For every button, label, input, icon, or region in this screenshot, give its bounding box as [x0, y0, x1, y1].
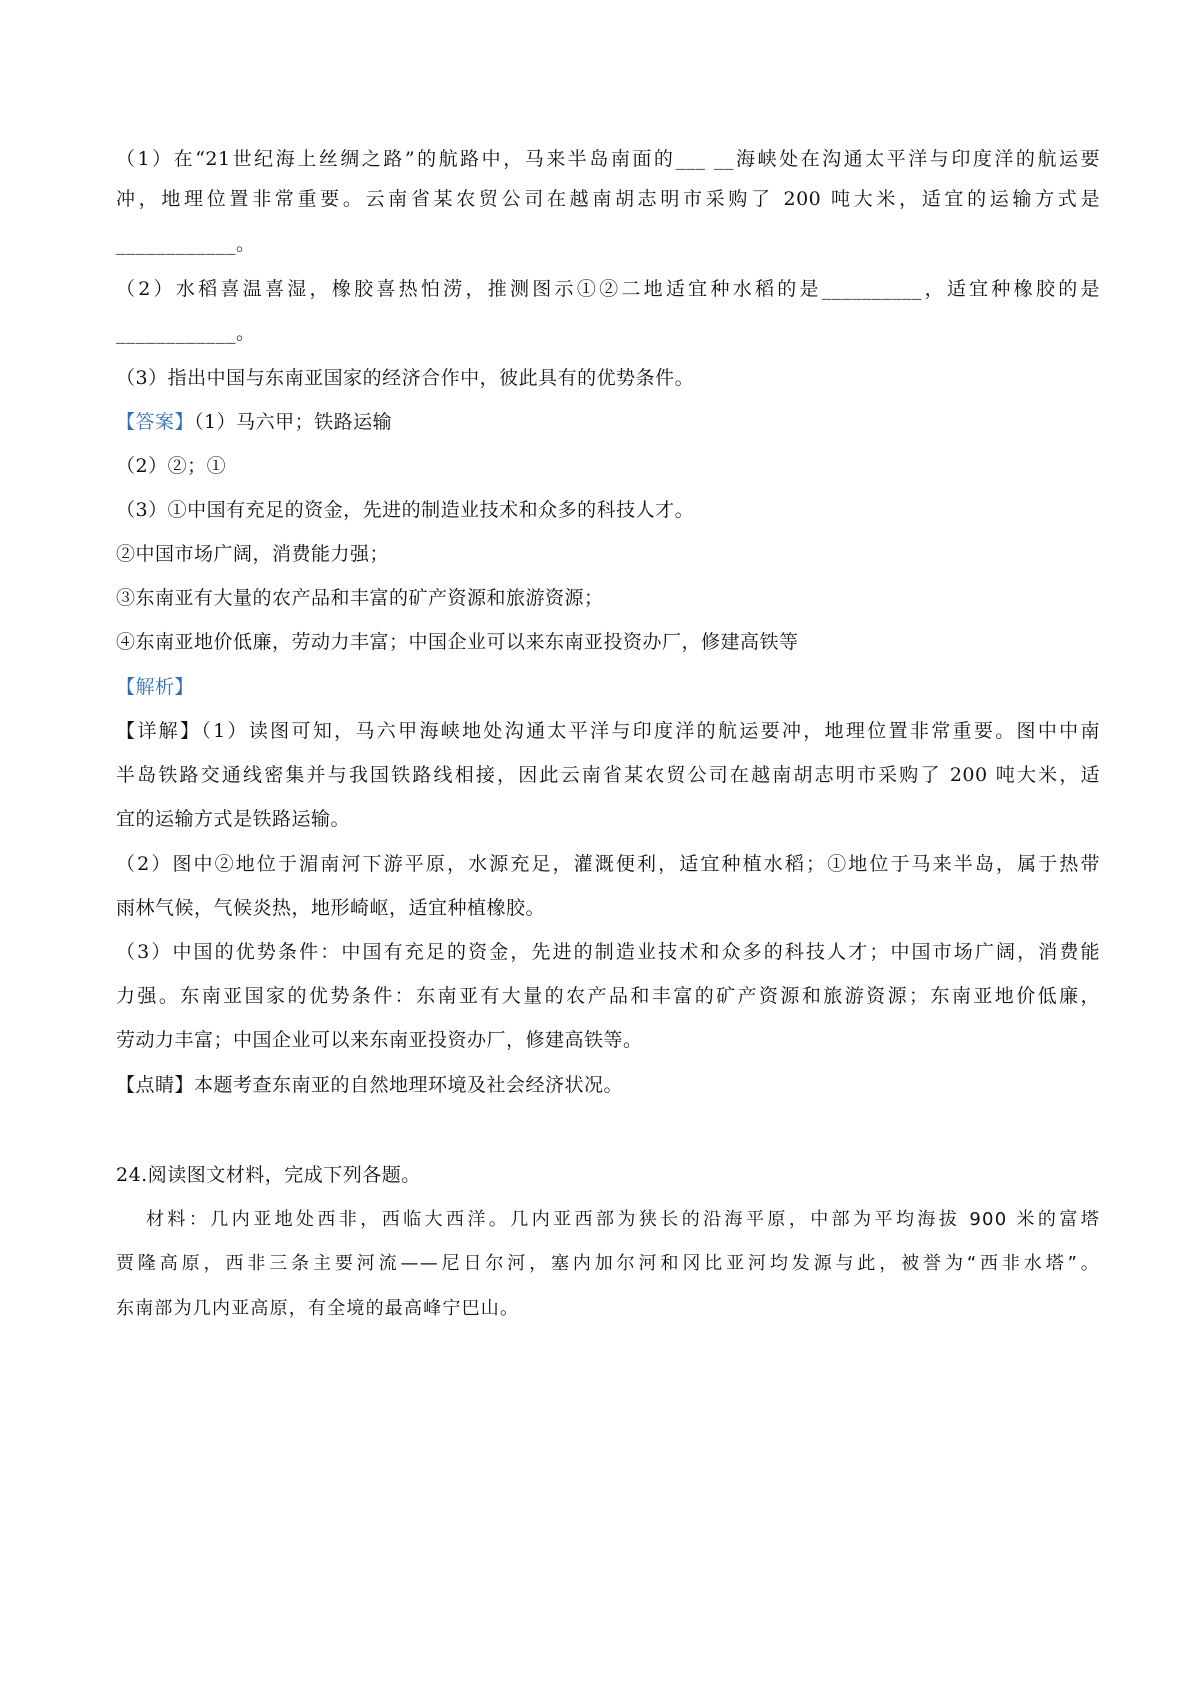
q24-material-3: 东南部为几内亚高原，有全境的最高峰宁巴山。 [116, 1298, 520, 1319]
detail-3b: 力强。东南亚国家的优势条件：东南亚有大量的农产品和丰富的矿产资源和旅游资源；东南亚地价低廉， [116, 985, 1100, 1007]
q23-sub1-line3: ____________。 [116, 233, 256, 255]
detail-tag: 【详解】 [116, 720, 202, 742]
analysis-tag: 【解析】 [116, 676, 195, 698]
q23-sub3: （3）指出中国与东南亚国家的经济合作中，彼此具有的优势条件。 [116, 367, 695, 389]
answer-tag: 【答案】 [116, 411, 195, 433]
answer-3d: ④东南亚地价低廉，劳动力丰富；中国企业可以来东南亚投资办厂，修建高铁等 [116, 631, 799, 653]
detail-2b: 雨林气候，气候炎热，地形崎岖，适宜种植橡胶。 [116, 897, 546, 919]
q24-material-2: 贾隆高原，西非三条主要河流——尼日尔河，塞内加尔河和冈比亚河均发源与此，被誉为“西非水塔”。 [116, 1253, 1100, 1274]
answer-1: （1）马六甲；铁路运输 [194, 411, 393, 433]
detail-1a-line [116, 718, 1100, 744]
detail-1b: 半岛铁路交通线密集并与我国铁路线相接，因此云南省某农贸公司在越南胡志明市采购了 200 吨大米，适 [116, 764, 1100, 786]
q24-material-1: 材料：几内亚地处西非，西临大西洋。几内亚西部为狭长的沿海平原，中部为平均海拔 900 米的富塔 [146, 1209, 1100, 1230]
answer-3c: ③东南亚有大量的农产品和丰富的矿产资源和旅游资源； [116, 587, 604, 609]
point-text: 本题考查东南亚的自然地理环境及社会经济状况。 [194, 1074, 624, 1096]
q23-sub1-line1: （1）在“21世纪海上丝绸之路”的航路中，马来半岛南面的___ __海峡处在沟通太平洋与印度洋的航运要 [116, 148, 1100, 170]
answer-line-1 [116, 409, 1100, 435]
answer-3: （3）①中国有充足的资金，先进的制造业技术和众多的科技人才。 [116, 499, 695, 521]
q23-sub1-line2: 冲，地理位置非常重要。云南省某农贸公司在越南胡志明市采购了 200 吨大米，适宜的运输方式是 [116, 188, 1100, 210]
point-tag: 【点睛】 [116, 1074, 195, 1096]
q24-title: 24.阅读图文材料，完成下列各题。 [116, 1164, 421, 1186]
point-line [116, 1072, 1100, 1098]
answer-2: （2）②；① [116, 455, 227, 477]
detail-3a: （3）中国的优势条件：中国有充足的资金，先进的制造业技术和众多的科技人才；中国市场广阔，消费能 [116, 941, 1100, 963]
q23-sub2-line2: ____________。 [116, 322, 256, 344]
detail-3c: 劳动力丰富；中国企业可以来东南亚投资办厂，修建高铁等。 [116, 1029, 643, 1051]
detail-1a: （1）读图可知，马六甲海峡地处沟通太平洋与印度洋的航运要冲，地理位置非常重要。图中中南 [201, 720, 1100, 742]
answer-3b: ②中国市场广阔，消费能力强； [116, 543, 390, 565]
detail-1c: 宜的运输方式是铁路运输。 [116, 808, 351, 830]
q23-sub2-line1: （2）水稻喜温喜湿，橡胶喜热怕涝，推测图示①②二地适宜种水稻的是__________，适宜种橡胶的是 [116, 278, 1100, 300]
detail-2a: （2）图中②地位于湄南河下游平原，水源充足，灌溉便利，适宜种植水稻；①地位于马来半岛，属于热带 [116, 853, 1100, 875]
